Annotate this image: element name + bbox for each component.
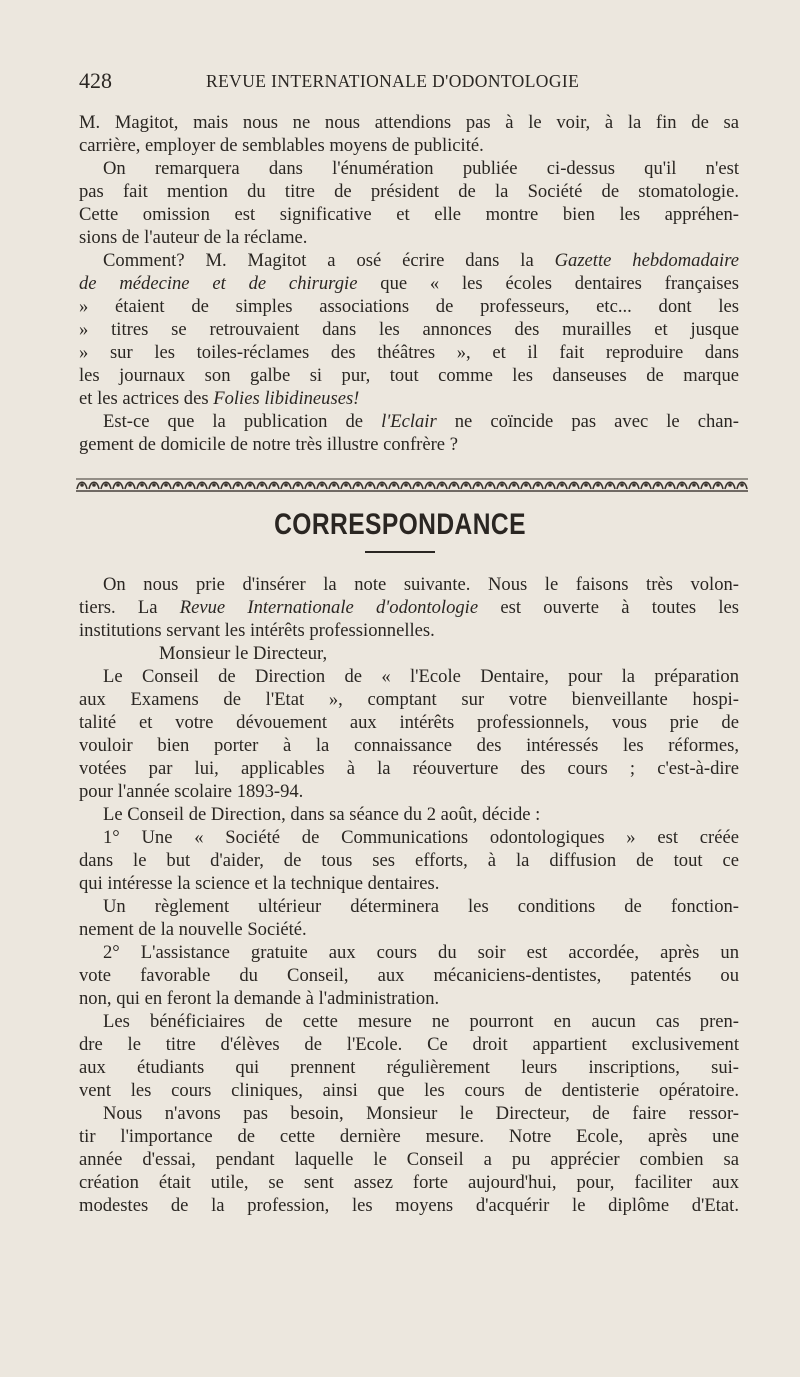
text-line: » titres se retrouvaient dans les annonces des murailles et jusque: [79, 319, 739, 340]
text-line: pas fait mention du titre de président de la Société de stomatologie.: [79, 181, 739, 202]
text-line: gement de domicile de notre très illustre confrère ?: [79, 434, 458, 455]
italic-title: de médecine et de chirurgie: [79, 273, 358, 294]
text-line: dans le but d'aider, de tous ses efforts, à la diffusion de tout ce: [79, 850, 739, 871]
text-line: aux étudiants qui prennent régulièrement leurs inscriptions, sui-: [79, 1057, 739, 1078]
italic-title: l'Eclair: [381, 411, 437, 432]
page-number: 428: [79, 68, 112, 93]
italic-title: Folies libidineuses!: [213, 388, 360, 409]
text-line: institutions servant les intérêts professionnelles.: [79, 620, 435, 641]
correspondence-body: [79, 573, 739, 1217]
title-rule: [365, 551, 435, 553]
text-line: [79, 272, 739, 295]
text-line: année d'essai, pendant laquelle le Conseil a pu apprécier combien sa: [79, 1149, 739, 1170]
text-line: qui intéresse la science et la technique dentaires.: [79, 873, 440, 894]
text-line: » étaient de simples associations de professeurs, etc... dont les: [79, 296, 739, 317]
text-line: vent les cours cliniques, ainsi que les cours de dentisterie opératoire.: [79, 1080, 739, 1101]
text-line: » sur les toiles-réclames des théâtres », et il fait reproduire dans: [79, 342, 739, 363]
text-line: non, qui en feront la demande à l'administration.: [79, 988, 440, 1009]
text-line: [79, 596, 739, 619]
text-line: les journaux son galbe si pur, tout comme les danseuses de marque: [79, 365, 739, 386]
text-line: Cette omission est significative et elle montre bien les appréhen-: [79, 204, 739, 225]
italic-title: Gazette hebdomadaire: [554, 250, 739, 271]
text-line: Les bénéficiaires de cette mesure ne pourront en aucun cas pren-: [103, 1011, 739, 1032]
text-line: carrière, employer de semblables moyens de publicité.: [79, 135, 484, 156]
text-line: 2° L'assistance gratuite aux cours du soir est accordée, après un: [103, 942, 739, 963]
text-line: Un règlement ultérieur déterminera les conditions de fonction-: [103, 896, 739, 917]
text-line: pour l'année scolaire 1893-94.: [79, 781, 304, 802]
text-line: talité et votre dévouement aux intérêts professionnels, vous prie de: [79, 712, 739, 733]
line-part: et les actrices des: [79, 388, 209, 409]
text-line: vouloir bien porter à la connaissance des intéressés les réformes,: [79, 735, 739, 756]
text-line: [79, 249, 739, 272]
line-part: Est-ce que la publication de: [103, 411, 364, 432]
text-line: M. Magitot, mais nous ne nous attendions pas à le voir, à la fin de sa: [79, 112, 739, 133]
line-part: est ouverte à toutes les: [500, 597, 739, 618]
text-line: On nous prie d'insérer la note suivante. Nous le faisons très volon-: [103, 574, 739, 595]
line-part: tiers. La: [79, 597, 158, 618]
text-line: nement de la nouvelle Société.: [79, 919, 307, 940]
text-line: création était utile, se sent assez forte aujourd'hui, pour, faciliter aux: [79, 1172, 739, 1193]
decorative-ornament-band: [76, 476, 748, 492]
text-line: modestes de la profession, les moyens d'acquérir le diplôme d'Etat.: [79, 1195, 739, 1216]
line-part: que « les écoles dentaires françaises: [380, 273, 739, 294]
text-line: [79, 387, 739, 410]
section-title: CORRESPONDANCE: [274, 508, 526, 541]
text-line: On remarquera dans l'énumération publiée ci-dessus qu'il n'est: [103, 158, 739, 179]
text-line: 1° Une « Société de Communications odontologiques » est créée: [103, 827, 739, 848]
text-line: Le Conseil de Direction, dans sa séance du 2 août, décide :: [103, 804, 541, 825]
text-line: Nous n'avons pas besoin, Monsieur le Directeur, de faire ressor-: [103, 1103, 739, 1124]
text-line: vote favorable du Conseil, aux mécaniciens-dentistes, patentés ou: [79, 965, 739, 986]
text-line: votées par lui, applicables à la réouverture des cours ; c'est-à-dire: [79, 758, 739, 779]
text-line: sions de l'auteur de la réclame.: [79, 227, 308, 248]
text-line: dre le titre d'élèves de l'Ecole. Ce droit appartient exclusivement: [79, 1034, 739, 1055]
article-ending: [79, 111, 739, 456]
text-line: Le Conseil de Direction de « l'Ecole Dentaire, pour la préparation: [103, 666, 739, 687]
running-title: REVUE INTERNATIONALE D'ODONTOLOGIE: [206, 71, 580, 91]
text-line: aux Examens de l'Etat », comptant sur votre bienveillante hospi-: [79, 689, 739, 710]
salutation: Monsieur le Directeur,: [159, 643, 328, 664]
italic-title: Revue Internationale d'odontologie: [179, 597, 479, 618]
line-part: Comment? M. Magitot a osé écrire dans la: [103, 250, 534, 271]
page-header: [79, 68, 739, 96]
line-part: ne coïncide pas avec le chan-: [454, 411, 739, 432]
text-line: [79, 410, 739, 433]
text-line: tir l'importance de cette dernière mesure. Notre Ecole, après une: [79, 1126, 739, 1147]
